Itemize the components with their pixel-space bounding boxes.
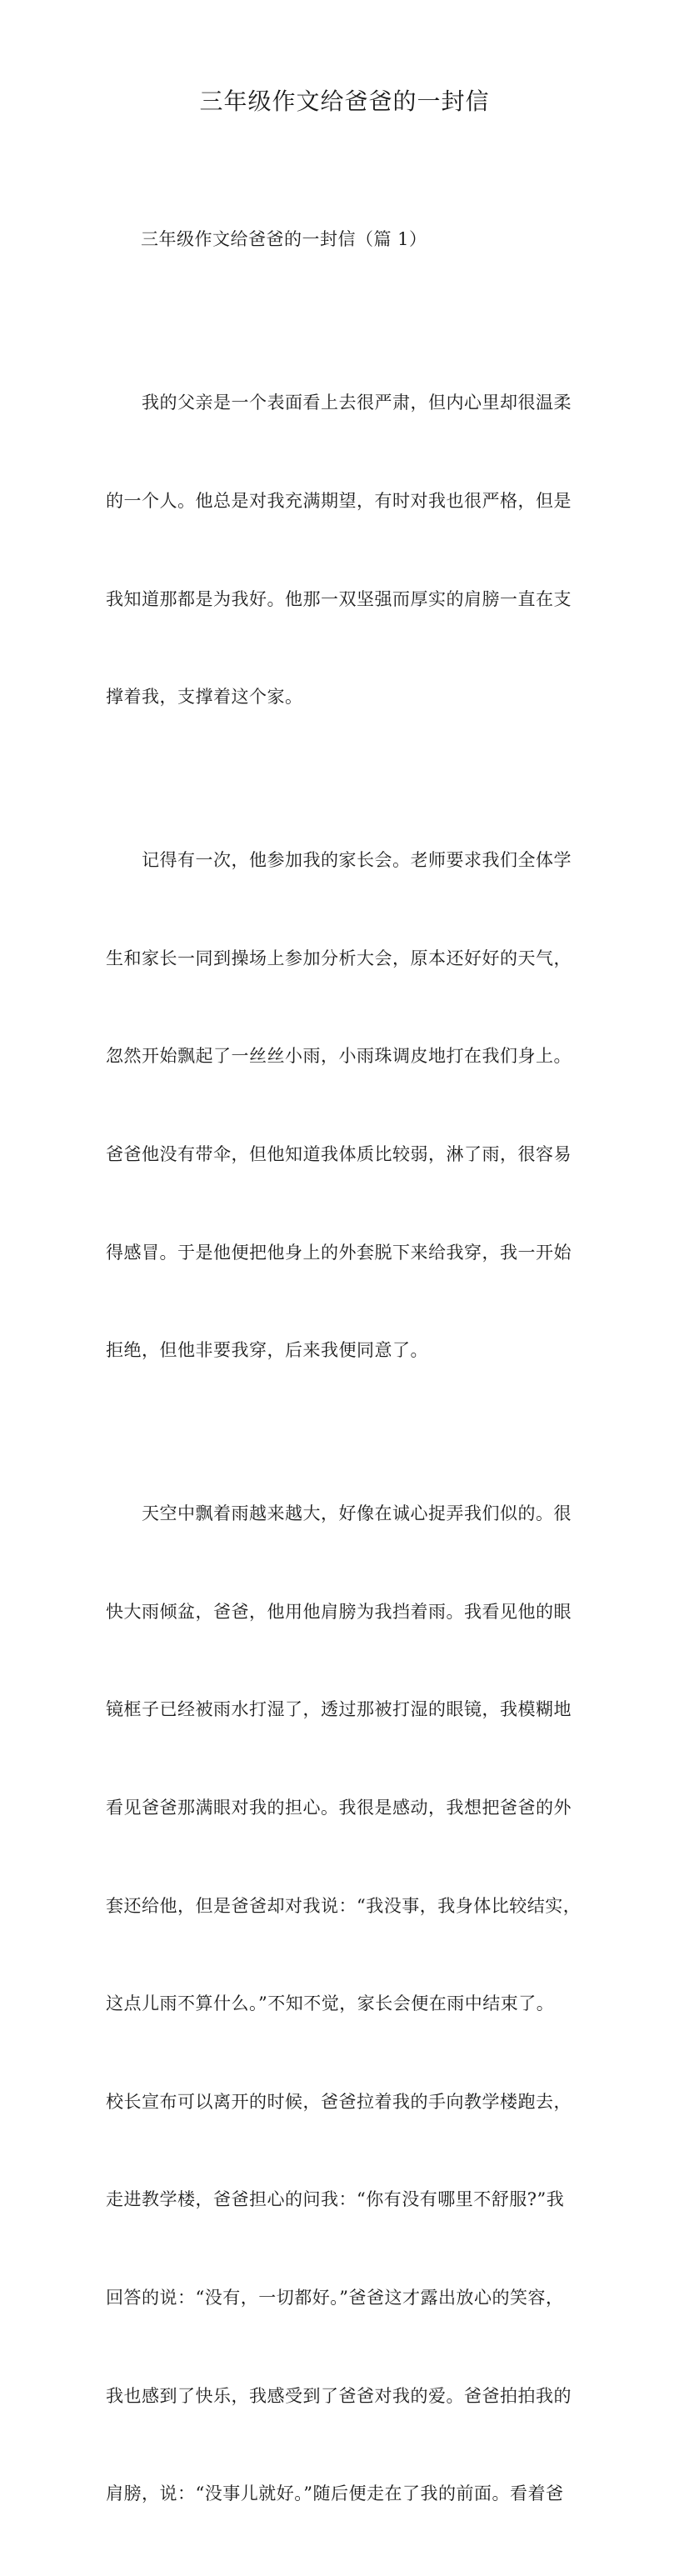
paragraph-2 [106,779,606,1433]
paragraph-line: 肩膀，说：“没事儿就好。”随后便走在了我的前面。看着爸 [106,2483,564,2504]
paragraph-1 [106,322,606,779]
paragraph-line: 校长宣布可以离开的时候，爸爸拉着我的手向教学楼跑去， [106,2091,572,2112]
paragraph-line: 快大雨倾盆，爸爸，他用他肩膀为我挡着雨。我看见他的眼 [106,1601,572,1622]
document-body [106,158,606,2576]
paragraph-line: 走进教学楼，爸爸担心的问我：“你有没有哪里不舒服?”我 [106,2189,565,2210]
paragraph-line: 忽然开始飘起了一丝丝小雨，小雨珠调皮地打在我们身上。 [106,1046,572,1067]
paragraph-line: 这点儿雨不算什么。”不知不觉，家长会便在雨中结束了。 [106,1993,555,2014]
paragraph-line: 得感冒。于是他便把他身上的外套脱下来给我穿，我一开始 [106,1242,572,1263]
paragraph-line: 拒绝，但他非要我穿，后来我便同意了。 [106,1340,428,1361]
paragraph-line: 我知道那都是为我好。他那一双坚强而厚实的肩膀一直在支 [106,588,572,609]
document-title: 三年级作文给爸爸的一封信 [199,88,490,115]
paragraph-line: 我也感到了快乐，我感受到了爸爸对我的爱。爸爸拍拍我的 [106,2385,572,2406]
section-heading [106,158,606,322]
paragraph-line: 镜框子已经被雨水打湿了，透过那被打湿的眼镜，我模糊地 [106,1699,572,1720]
paragraph-line: 回答的说：“没有，一切都好。”爸爸这才露出放心的笑容， [106,2287,564,2308]
paragraph-line: 撑着我，支撑着这个家。 [106,687,303,708]
paragraph-line: 天空中飘着雨越来越大，好像在诚心捉弄我们似的。很 [106,1503,572,1524]
paragraph-line: 看见爸爸那满眼对我的担心。我很是感动，我想把爸爸的外 [106,1797,572,1818]
paragraph-line: 生和家长一同到操场上参加分析大会，原本还好好的天气， [106,948,572,968]
paragraph-line: 套还给他，但是爸爸却对我说：“我没事，我身体比较结实， [106,1895,582,1916]
paragraph-line: 的一个人。他总是对我充满期望，有时对我也很严格，但是 [106,491,572,511]
paragraph-line: 爸爸他没有带伞，但他知道我体质比较弱，淋了雨，很容易 [106,1143,572,1164]
paragraph-3 [106,1433,606,2576]
paragraph-line: 我的父亲是一个表面看上去很严肃，但内心里却很温柔 [106,393,572,413]
section-heading-text: 三年级作文给爸爸的一封信（篇 1） [141,229,427,250]
paragraph-line: 记得有一次，他参加我的家长会。老师要求我们全体学 [106,850,572,871]
